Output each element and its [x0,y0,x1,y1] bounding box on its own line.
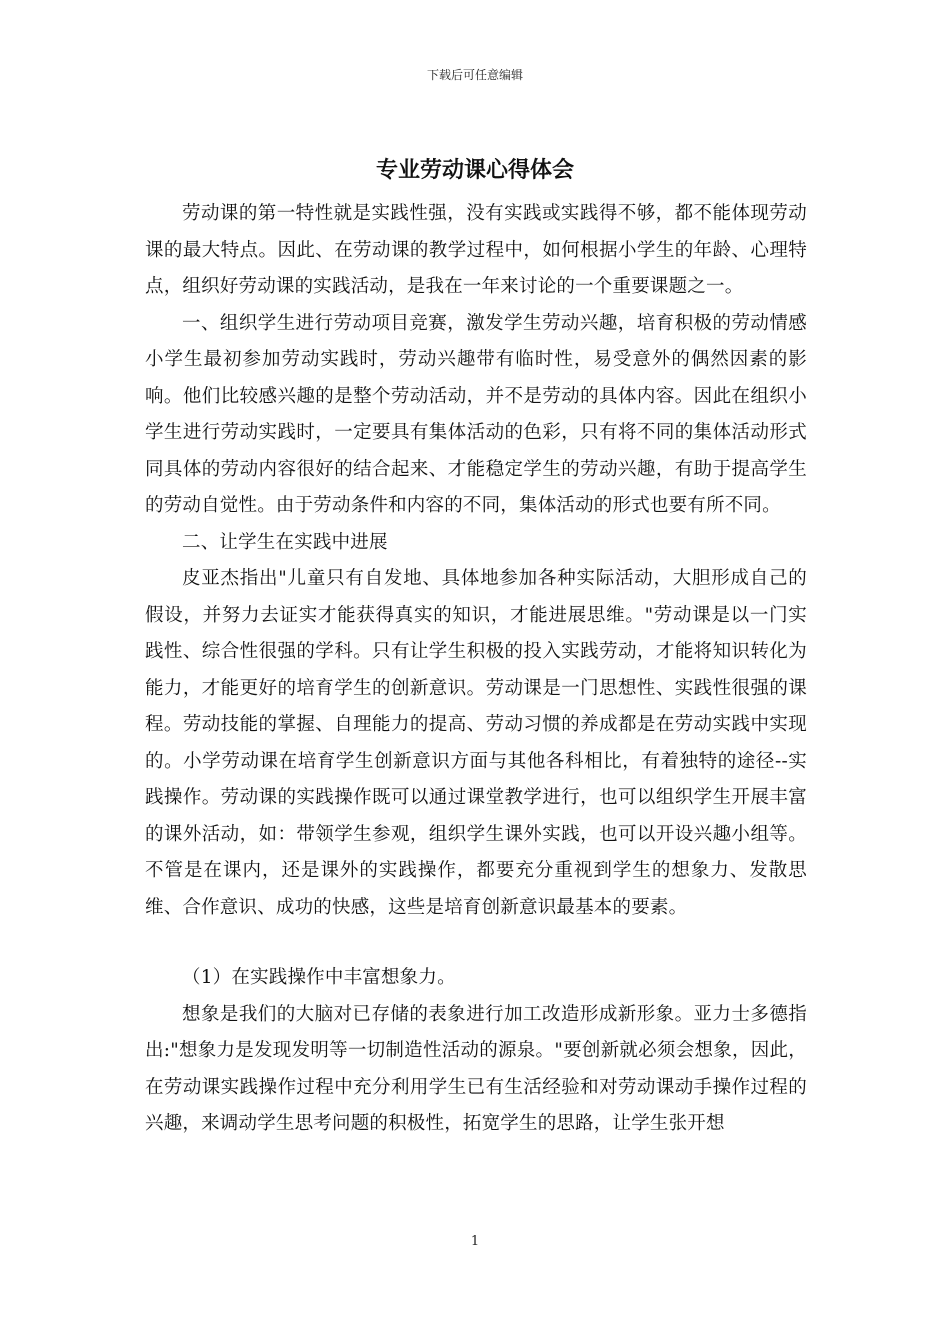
paragraph-piaget-quote: 皮亚杰指出"儿童只有自发地、具体地参加各种实际活动，大胆形成自己的假设，并努力去证实才能获得真实的知识，才能进展思维。"劳动课是以一门实践性、综合性很强的学科。只有让学生积极的投入实践劳动，才能将知识转化为能力，才能更好的培育学生的创新意识。劳动课是一门思想性、实践性很强的课程。劳动技能的掌握、自理能力的提高、劳动习惯的养成都是在劳动实践中实现的。小学劳动课在培育学生创新意识方面与其他各科相比，有着独特的途径--实践操作。劳动课的实践操作既可以通过课堂教学进行，也可以组织学生开展丰富的课外活动，如：带领学生参观，组织学生课外实践，也可以开设兴趣小组等。不管是在课内，还是课外的实践操作，都要充分重视到学生的想象力、发散思维、合作意识、成功的快感，这些是培育创新意识最基本的要素。 [145,568,807,918]
page-number: 1 [470,1234,480,1249]
paragraph-imagination: 想象是我们的大脑对已存储的表象进行加工改造形成新形象。亚力士多德指出:"想象力是发现发明等一切制造性活动的源泉。"要创新就必须会想象，因此，在劳动课实践操作过程中充分利用学生已有生活经验和对劳动课动手操作过程的兴趣，来调动学生思考问题的积极性，拓宽学生的思路，让学生张开想 [145,1003,807,1134]
header-note: 下载后可任意编辑 [426,68,523,82]
document-title: 专业劳动课心得体会 [375,158,574,183]
paragraph-section-one: 一、组织学生进行劳动项目竞赛，激发学生劳动兴趣，培育积极的劳动情感小学生最初参加劳动实践时，劳动兴趣带有临时性，易受意外的偶然因素的影响。他们比较感兴趣的是整个劳动活动，并不是劳动的具体内容。因此在组织小学生进行劳动实践时，一定要具有集体活动的色彩，只有将不同的集体活动形式同具体的劳动内容很好的结合起来、才能稳定学生的劳动兴趣，有助于提高学生的劳动自觉性。由于劳动条件和内容的不同，集体活动的形式也要有所不同。 [145,312,807,516]
paragraph-intro: 劳动课的第一特性就是实践性强，没有实践或实践得不够，都不能体现劳动课的最大特点。因此、在劳动课的教学过程中，如何根据小学生的年龄、心理特点，组织好劳动课的实践活动，是我在一年来讨论的一个重要课题之一。 [145,203,807,297]
paragraph-section-two-heading: 二、让学生在实践中进展 [182,531,388,553]
paragraph-subheading-imagination: （1）在实践操作中丰富想象力。 [182,967,456,988]
document-body [145,196,807,1143]
paragraph-spacer [145,926,807,960]
